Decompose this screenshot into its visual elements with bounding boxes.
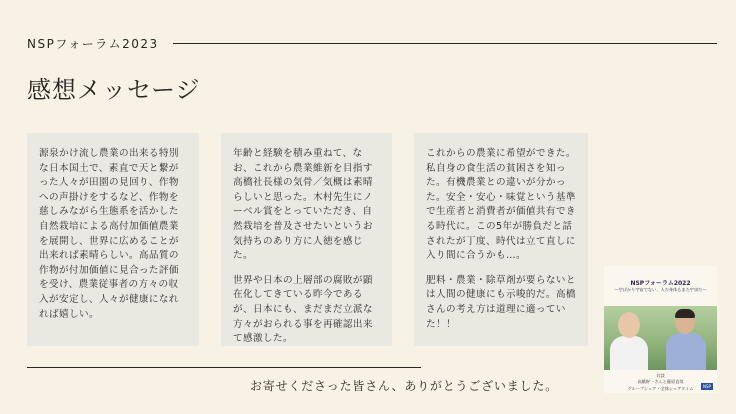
speaker-right-body: [666, 333, 706, 370]
message-card-1: [27, 133, 199, 346]
message-text: 年齢と経験を積み重ねて、なお、これから農業維新を目指す高橋社長様の気骨／気概は素晴らしいと思った。木村先生にノーベル賞をとっていただき、自然栽培を普及させたいというお気持ちのあり方に人徳を感じた。: [233, 148, 373, 262]
message-text: 世界や日本の上層部の腐敗が顕在化してきている昨今であるが、日本にも、まだまだ立派な方々がおられる事を再確認出来て感激した。: [233, 274, 373, 345]
header-divider: [173, 43, 717, 44]
header: [27, 33, 717, 53]
message-text: 源泉かけ流し農業の出来る特別な日本国土で、素直で天と繋がった人々が田園の見回り、作物への声掛けをするなど、作物を慈しみながら生態系を活かした自然栽培による高付加価値農業を展開し、世界に広めることが出来れば素晴らしい。高品質の作物が付加価値に見合った評価を受け、農業従事者の方々の収入が安定し、人々が健康になれれば嬉しい。: [39, 148, 179, 320]
message-card-2: [221, 133, 392, 346]
nsp-logo: NSP: [701, 383, 713, 390]
forum-thumbnail: [604, 266, 717, 393]
thumbnail-title: NSPフォーラム2022: [630, 280, 691, 287]
speaker-right-hair: [675, 309, 695, 318]
header-title: NSPフォーラム2023: [27, 37, 159, 51]
speaker-left-body: [610, 336, 648, 370]
message-text: これからの農業に希望ができた。私自身の食生活の貧困さを知った。有機農業との違いが分かった。安全・安心・味覚という基準で生産者と消費者が価値共有できる時代に。この5年が勝負だと話されたが丁度、時代は立て直しに入り間に合うかも…。: [426, 148, 576, 262]
message-text: 肥料・農業・除草剤が要らないとは人間の健康にも示唆的だ。高橋さんの考え方は道理に適っていた！！: [426, 274, 576, 330]
thumbnail-caption-role: 対談: [656, 373, 665, 378]
thanks-message: お寄せくださった皆さん、ありがとうございました。: [250, 379, 558, 393]
page-title: 感想メッセージ: [27, 76, 201, 104]
footer-divider: [27, 367, 421, 368]
thumbnail-caption-names: 高橋幹一さんと藤原直哉: [637, 379, 684, 384]
message-card-3: [414, 133, 588, 346]
thumbnail-subtitle: 〜空ばかり宇宙でない、人の身体もまた宇宙だ〜: [614, 287, 707, 292]
speaker-left-head: [618, 312, 640, 338]
thumbnail-footer: グループシェア・全体シェアタイム: [627, 386, 694, 391]
speakers-photo: [604, 306, 717, 370]
